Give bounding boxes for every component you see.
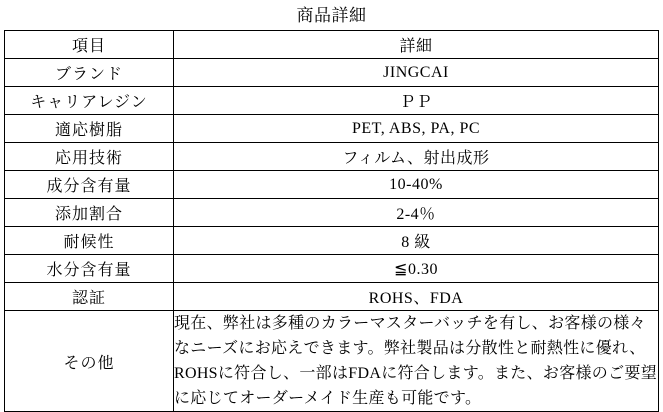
table-row-other (5, 311, 659, 412)
row-value-moisture-content: ≦0.30 (174, 255, 659, 283)
header-cell-value: 詳細 (174, 31, 659, 59)
page-title: 商品詳細 (296, 6, 367, 25)
table-header-row (5, 31, 659, 59)
table-row (5, 227, 659, 255)
row-value-applicable-resin: PET, ABS, PA, PC (174, 115, 659, 143)
row-label-addition-ratio: 添加割合 (5, 199, 174, 227)
row-label-weather-resistance: 耐候性 (5, 227, 174, 255)
row-value-brand: JINGCAI (174, 59, 659, 87)
row-label-moisture-content: 水分含有量 (5, 255, 174, 283)
row-value-application-tech: フィルム、射出成形 (174, 143, 659, 171)
row-label-application-tech: 応用技術 (5, 143, 174, 171)
table-body (5, 31, 659, 412)
table-row (5, 283, 659, 311)
table-row (5, 171, 659, 199)
table-row (5, 87, 659, 115)
row-value-addition-ratio: 2-4％ (174, 199, 659, 227)
row-value-certification: ROHS、FDA (174, 283, 659, 311)
table-row (5, 115, 659, 143)
row-label-component-content: 成分含有量 (5, 171, 174, 199)
table-row (5, 59, 659, 87)
row-label-applicable-resin: 適応樹脂 (5, 115, 174, 143)
row-value-component-content: 10-40% (174, 171, 659, 199)
row-label-certification: 認証 (5, 283, 174, 311)
row-label-other: その他 (5, 311, 174, 412)
row-value-other: 現在、弊社は多種のカラーマスターバッチを有し、お客様の様々なニーズにお応えできます。弊社製品は分散性と耐熱性に優れ、ROHSに符合し、一部はFDAに符合します。また、お客様のご要望に応じてオーダーメイド生産も可能です。 (174, 311, 659, 412)
table-row (5, 143, 659, 171)
table-row (5, 255, 659, 283)
row-label-brand: ブランド (5, 59, 174, 87)
row-value-carrier-resin: ＰＰ (174, 87, 659, 115)
row-label-carrier-resin: キャリアレジン (5, 87, 174, 115)
row-value-weather-resistance: 8 級 (174, 227, 659, 255)
table-row (5, 199, 659, 227)
product-detail-table (4, 30, 659, 412)
header-cell-label: 項目 (5, 31, 174, 59)
